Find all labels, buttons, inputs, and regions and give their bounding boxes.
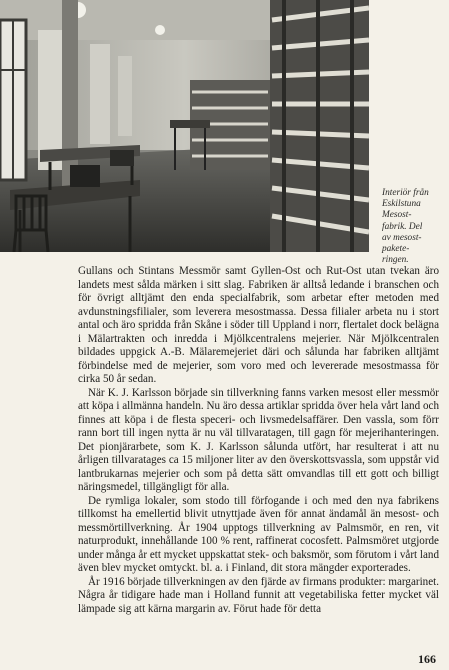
factory-interior-photo (0, 0, 369, 252)
photo-illustration (0, 0, 369, 252)
caption-line: Interiör från (382, 188, 429, 198)
paragraph-2: När K. J. Karlsson började sin tillverkning fanns varken mesost eller messmör att köpa i allmänna handeln. Nu äro dessa artiklar spridda över hela vårt land och finnes att köpa i de flesta speceri- och livsmedelsaffärer. Den vassla, som förr rann bort till ingen nytta är nu väl tillvaratagen, till gagn för mejerihanteringen. Det pionjärarbete, som K. J. Karlsson sålunda utfört, har resulterat i att nu årligen tillvaratages ca 15 miljoner liter av den överskottsvassla, som uppstår vid lantbrukarnas mejerier och som på detta sätt omvandlas till ett gott och billigt näringsmedel, tillgängligt för alla. (78, 386, 439, 493)
paragraph-4: År 1916 började tillverkningen av den fjärde av firmans produkter: margarinet. Några år tidigare hade man i Holland funnit att vegetabiliska fetter mycket väl lämpade sig att kärna margarin av. Förut hade för detta (78, 575, 439, 615)
caption-line: Mesost- (382, 210, 412, 221)
paragraph-3: De rymliga lokaler, som stodo till förfogande i och med den nya fabrikens tillkomst ha emellertid blivit utnyttjade även för annat ändamål än mesost- och messmörtillverkning. År 1904 upptogs tillverkning av Palmsmör, en ren, vit naturprodukt, innehållande 100 % rent, raffinerat cocosfett. Palmsmöret utgjorde under många år ett mycket uppskattat stek- och baksmör, som förutom i vårt land även blev mycket omtyckt. bl. a. i Finland, dit stora mängder exporterades. (78, 494, 439, 574)
article-body (78, 265, 439, 616)
caption-line: paketе- (382, 244, 410, 255)
caption-line: Eskilstuna (382, 199, 421, 210)
photo-caption (382, 188, 446, 266)
paragraph-1: Gullans och Stintans Messmör samt Gyllen-Ost och Rut-Ost utan tvekan äro landets mest sålda märken i sitt slag. Fabriken är alltså ledande i branschen och för övrigt alltjämt den enda specialfabrik, som arbetar efter metoden med avdunstningsfilialer, som leverera mesostmassa. Dessa filialer arbeta nu i stort antal och äro spridda från Skåne i söder till Uppland i norr, flertalet dock belägna i Mälartrakten och inredda i Mjölkcentralens mejerier. När Mjölkcentralen bildades uppgick A.-B. Mälaremejeriet däri och sålunda har fabriken alltjämt förbindelse med de mejerier, som voro med och levererade mesostmassa för cirka 50 år sedan. (78, 265, 439, 385)
caption-line: fabrik. Del (382, 221, 423, 232)
caption-line: av mesost- (382, 232, 422, 243)
caption-line: ringen. (382, 255, 409, 266)
page-number: 166 (418, 652, 436, 666)
